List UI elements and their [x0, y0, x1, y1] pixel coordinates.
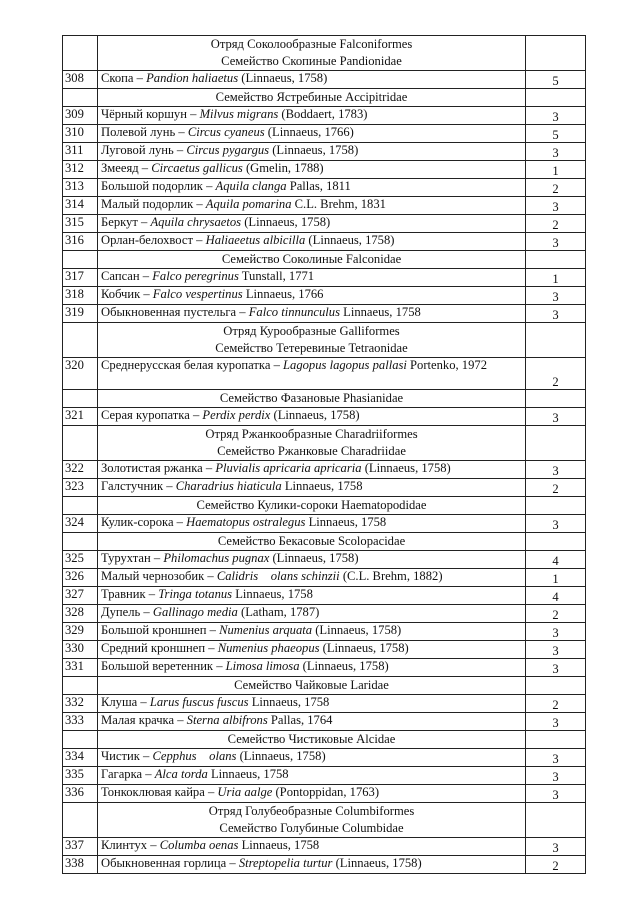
status-category: 5 [526, 125, 586, 143]
common-name: Золотистая ржанка – [101, 461, 216, 475]
latin-name: Falco peregrinus [152, 269, 239, 283]
species-number: 334 [63, 749, 98, 767]
status-category: 3 [526, 461, 586, 479]
latin-name: Tringa totanus [158, 587, 233, 601]
number-cell-empty [63, 731, 98, 749]
common-name: Обыкновенная пустельга – [101, 305, 249, 319]
latin-name: Pandion haliaetus [146, 71, 239, 85]
number-cell-empty [63, 36, 98, 71]
taxon-header-row [63, 426, 586, 461]
author-year: Linnaeus, 1758 [305, 515, 387, 529]
common-name: Скопа – [101, 71, 147, 85]
species-name-cell [98, 515, 526, 533]
value-cell-empty [526, 390, 586, 408]
taxon-header-line: Семейство Ржанковые Charadriidae [217, 444, 406, 458]
common-name: Серая куропатка – [101, 408, 203, 422]
species-name-cell [98, 641, 526, 659]
species-number: 332 [63, 695, 98, 713]
common-name: Чёрный коршун – [101, 107, 200, 121]
species-name-cell [98, 479, 526, 497]
latin-name: Falco tinnunculus [248, 305, 340, 319]
common-name: Большой веретенник – [101, 659, 226, 673]
author-year: (Latham, 1787) [237, 605, 320, 619]
species-name-cell [98, 269, 526, 287]
taxon-header-line: Семейство Ястребиные Accipitridae [215, 90, 408, 104]
author-year: (Linnaeus, 1758) [332, 856, 422, 870]
species-row [63, 551, 586, 569]
species-number: 313 [63, 179, 98, 197]
status-category: 2 [526, 856, 586, 874]
latin-name: Limosa limosa [225, 659, 300, 673]
common-name: Кулик-сорока – [101, 515, 187, 529]
latin-name: Aquila chrysaetos [150, 215, 242, 229]
taxon-header-row [63, 731, 586, 749]
latin-name: Calidris olans schinzii [216, 569, 340, 583]
latin-name: Aquila pomarina [205, 197, 292, 211]
taxon-header-row [63, 323, 586, 358]
status-category: 3 [526, 305, 586, 323]
species-number: 328 [63, 605, 98, 623]
species-row [63, 305, 586, 323]
species-number: 316 [63, 233, 98, 251]
latin-name: Columba oenas [159, 838, 239, 852]
species-name-cell [98, 461, 526, 479]
species-name-cell [98, 623, 526, 641]
species-name-cell [98, 767, 526, 785]
taxon-header-line: Отряд Голубеобразные Columbiformes [208, 804, 415, 818]
taxon-header-row [63, 677, 586, 695]
species-name-cell [98, 197, 526, 215]
author-year: (Linnaeus, 1758) [270, 408, 360, 422]
common-name: Малый чернозобик – [101, 569, 217, 583]
taxon-header [98, 803, 526, 838]
species-name-cell [98, 659, 526, 677]
status-category: 2 [526, 479, 586, 497]
taxon-header [98, 390, 526, 408]
value-cell-empty [526, 89, 586, 107]
status-category: 1 [526, 161, 586, 179]
taxon-header-row [63, 36, 586, 71]
species-number: 324 [63, 515, 98, 533]
taxon-header-line: Семейство Кулики-сороки Haematopodidae [196, 498, 427, 512]
latin-name: Uria aalge [217, 785, 273, 799]
author-year: (Pontoppidan, 1763) [272, 785, 380, 799]
species-name-cell [98, 838, 526, 856]
latin-name: Pluvialis apricaria apricaria [215, 461, 362, 475]
species-name-cell [98, 785, 526, 803]
latin-name: Sterna albifrons [186, 713, 268, 727]
species-number: 329 [63, 623, 98, 641]
species-name-cell [98, 287, 526, 305]
number-cell-empty [63, 390, 98, 408]
taxon-header [98, 323, 526, 358]
common-name: Галстучник – [101, 479, 176, 493]
species-name-cell [98, 605, 526, 623]
common-name: Дупель – [101, 605, 153, 619]
species-name-cell [98, 856, 526, 874]
author-year: (Linnaeus, 1758) [319, 641, 409, 655]
status-category: 3 [526, 107, 586, 125]
common-name: Малая крачка – [101, 713, 187, 727]
author-year: (Boddaert, 1783) [278, 107, 368, 121]
species-number: 336 [63, 785, 98, 803]
species-row [63, 125, 586, 143]
latin-name: Lagopus lagopus pallasi [283, 358, 407, 372]
species-row [63, 767, 586, 785]
taxon-header [98, 497, 526, 515]
author-year: Linnaeus, 1758 [281, 479, 363, 493]
status-category: 1 [526, 269, 586, 287]
number-cell-empty [63, 323, 98, 358]
common-name: Среднерусская белая куропатка – [101, 358, 284, 372]
taxon-header-line: Семейство Тетеревиные Tetraonidae [215, 341, 408, 355]
species-row [63, 358, 586, 390]
species-row [63, 197, 586, 215]
species-row [63, 408, 586, 426]
species-number: 321 [63, 408, 98, 426]
author-year: (Linnaeus, 1758) [238, 71, 328, 85]
taxon-header-line: Семейство Чистиковые Alcidae [227, 732, 396, 746]
author-year: (Linnaeus, 1758) [269, 143, 359, 157]
species-number: 311 [63, 143, 98, 161]
species-number: 312 [63, 161, 98, 179]
common-name: Кобчик – [101, 287, 153, 301]
number-cell-empty [63, 803, 98, 838]
species-name-cell [98, 305, 526, 323]
author-year: Linnaeus, 1766 [242, 287, 324, 301]
number-cell-empty [63, 251, 98, 269]
species-row [63, 659, 586, 677]
author-year: Pallas, 1764 [267, 713, 333, 727]
species-number: 335 [63, 767, 98, 785]
status-category: 2 [526, 605, 586, 623]
species-name-cell [98, 551, 526, 569]
value-cell-empty [526, 36, 586, 71]
common-name: Беркут – [101, 215, 151, 229]
taxon-header-line: Семейство Соколиные Falconidae [221, 252, 402, 266]
status-category: 3 [526, 838, 586, 856]
species-number: 325 [63, 551, 98, 569]
species-number: 323 [63, 479, 98, 497]
species-row [63, 287, 586, 305]
taxon-header-row [63, 251, 586, 269]
species-row [63, 695, 586, 713]
species-row [63, 623, 586, 641]
author-year: (Linnaeus, 1758) [236, 749, 326, 763]
latin-name: Cepphus olans [152, 749, 237, 763]
species-number: 319 [63, 305, 98, 323]
author-year: Portenko, 1972 [406, 358, 487, 372]
status-category: 3 [526, 233, 586, 251]
author-year: C.L. Brehm, 1831 [291, 197, 386, 211]
status-category: 4 [526, 587, 586, 605]
author-year: Linnaeus, 1758 [232, 587, 313, 601]
species-row [63, 269, 586, 287]
status-category: 3 [526, 641, 586, 659]
latin-name: Perdix perdix [202, 408, 271, 422]
status-category: 3 [526, 767, 586, 785]
species-row [63, 838, 586, 856]
latin-name: Haliaeetus albicilla [205, 233, 306, 247]
species-number: 309 [63, 107, 98, 125]
species-row [63, 143, 586, 161]
taxon-header-row [63, 533, 586, 551]
species-name-cell [98, 233, 526, 251]
species-name-cell [98, 179, 526, 197]
value-cell-empty [526, 803, 586, 838]
latin-name: Charadrius hiaticula [175, 479, 282, 493]
number-cell-empty [63, 533, 98, 551]
taxon-header-line: Отряд Соколообразные Falconiformes [210, 37, 413, 51]
species-row [63, 479, 586, 497]
taxon-header [98, 89, 526, 107]
species-row [63, 179, 586, 197]
author-year: (Linnaeus, 1758) [312, 623, 402, 637]
species-number: 330 [63, 641, 98, 659]
species-name-cell [98, 358, 526, 390]
taxon-header [98, 36, 526, 71]
status-category: 1 [526, 569, 586, 587]
species-name-cell [98, 107, 526, 125]
species-number: 331 [63, 659, 98, 677]
status-category: 3 [526, 143, 586, 161]
common-name: Орлан-белохвост – [101, 233, 206, 247]
common-name: Турухтан – [101, 551, 164, 565]
species-number: 318 [63, 287, 98, 305]
status-category: 3 [526, 713, 586, 731]
species-name-cell [98, 749, 526, 767]
value-cell-empty [526, 497, 586, 515]
taxon-header-line: Отряд Курообразные Galliformes [223, 324, 400, 338]
author-year: (Linnaeus, 1758) [299, 659, 389, 673]
species-name-cell [98, 71, 526, 89]
species-number: 310 [63, 125, 98, 143]
status-category: 3 [526, 785, 586, 803]
species-row [63, 461, 586, 479]
status-category: 3 [526, 749, 586, 767]
taxon-header [98, 426, 526, 461]
species-number: 320 [63, 358, 98, 390]
number-cell-empty [63, 89, 98, 107]
status-category: 3 [526, 197, 586, 215]
author-year: (Linnaeus, 1758) [241, 215, 331, 229]
species-number: 337 [63, 838, 98, 856]
author-year: Linnaeus, 1758 [238, 838, 320, 852]
value-cell-empty [526, 251, 586, 269]
status-category: 2 [526, 179, 586, 197]
status-category: 2 [526, 215, 586, 233]
latin-name: Circus cyaneus [187, 125, 265, 139]
species-name-cell [98, 695, 526, 713]
author-year: Linnaeus, 1758 [207, 767, 289, 781]
author-year: (C.L. Brehm, 1882) [339, 569, 443, 583]
author-year: Linnaeus, 1758 [248, 695, 330, 709]
species-row [63, 641, 586, 659]
species-row [63, 785, 586, 803]
species-name-cell [98, 161, 526, 179]
author-year: (Linnaeus, 1766) [264, 125, 354, 139]
value-cell-empty [526, 677, 586, 695]
author-year: (Linnaeus, 1758) [361, 461, 451, 475]
status-category: 3 [526, 659, 586, 677]
common-name: Сапсан – [101, 269, 153, 283]
latin-name: Larus fuscus fuscus [149, 695, 249, 709]
taxon-header [98, 677, 526, 695]
common-name: Большой кроншнеп – [101, 623, 220, 637]
species-number: 317 [63, 269, 98, 287]
species-row [63, 161, 586, 179]
species-name-cell [98, 587, 526, 605]
common-name: Травник – [101, 587, 159, 601]
number-cell-empty [63, 497, 98, 515]
species-row [63, 215, 586, 233]
species-row [63, 569, 586, 587]
common-name: Малый подорлик – [101, 197, 206, 211]
common-name: Клинтух – [101, 838, 160, 852]
common-name: Полевой лунь – [101, 125, 188, 139]
species-row [63, 233, 586, 251]
status-category: 2 [526, 358, 586, 390]
species-number: 315 [63, 215, 98, 233]
status-category: 3 [526, 287, 586, 305]
species-number: 308 [63, 71, 98, 89]
species-name-cell [98, 569, 526, 587]
species-number: 322 [63, 461, 98, 479]
species-table [62, 35, 586, 874]
status-category: 3 [526, 408, 586, 426]
species-number: 333 [63, 713, 98, 731]
author-year: (Gmelin, 1788) [242, 161, 324, 175]
species-row [63, 71, 586, 89]
species-row [63, 515, 586, 533]
taxon-header-line: Семейство Фазановые Phasianidae [219, 391, 404, 405]
latin-name: Alca torda [154, 767, 208, 781]
latin-name: Circaetus gallicus [151, 161, 243, 175]
latin-name: Streptopelia turtur [238, 856, 333, 870]
species-row [63, 713, 586, 731]
common-name: Клуша – [101, 695, 150, 709]
species-name-cell [98, 125, 526, 143]
species-name-cell [98, 215, 526, 233]
species-name-cell [98, 408, 526, 426]
latin-name: Numenius arquata [219, 623, 313, 637]
taxon-header [98, 251, 526, 269]
latin-name: Aquila clanga [215, 179, 287, 193]
common-name: Луговой лунь – [101, 143, 187, 157]
latin-name: Milvus migrans [199, 107, 279, 121]
taxon-header-line: Семейство Бекасовые Scolopacidae [217, 534, 406, 548]
author-year: (Linnaeus, 1758) [305, 233, 395, 247]
common-name: Тонкоклювая кайра – [101, 785, 218, 799]
latin-name: Haematopus ostralegus [186, 515, 306, 529]
status-category: 5 [526, 71, 586, 89]
author-year: Tunstall, 1771 [238, 269, 315, 283]
species-row [63, 749, 586, 767]
common-name: Змееяд – [101, 161, 152, 175]
taxon-header-line: Семейство Скопиные Pandionidae [221, 54, 402, 68]
number-cell-empty [63, 677, 98, 695]
status-category: 3 [526, 515, 586, 533]
latin-name: Falco vespertinus [152, 287, 243, 301]
latin-name: Philomachus pugnax [163, 551, 270, 565]
taxon-header-row [63, 89, 586, 107]
species-number: 326 [63, 569, 98, 587]
value-cell-empty [526, 426, 586, 461]
taxon-header [98, 533, 526, 551]
species-name-cell [98, 713, 526, 731]
species-row [63, 587, 586, 605]
author-year: (Linnaeus, 1758) [269, 551, 359, 565]
species-number: 338 [63, 856, 98, 874]
latin-name: Gallinago media [152, 605, 238, 619]
common-name: Средний кроншнеп – [101, 641, 218, 655]
taxon-header-line: Семейство Голубиные Columbidae [219, 821, 404, 835]
latin-name: Circus pygargus [186, 143, 270, 157]
common-name: Обыкновенная горлица – [101, 856, 239, 870]
taxon-header [98, 731, 526, 749]
latin-name: Numenius phaeopus [217, 641, 320, 655]
value-cell-empty [526, 731, 586, 749]
status-category: 3 [526, 623, 586, 641]
species-name-cell [98, 143, 526, 161]
value-cell-empty [526, 533, 586, 551]
status-category: 4 [526, 551, 586, 569]
taxon-header-row [63, 390, 586, 408]
author-year: Linnaeus, 1758 [340, 305, 421, 319]
common-name: Гагарка – [101, 767, 155, 781]
species-row [63, 107, 586, 125]
value-cell-empty [526, 323, 586, 358]
taxon-header-row [63, 803, 586, 838]
species-row [63, 605, 586, 623]
species-number: 314 [63, 197, 98, 215]
author-year: Pallas, 1811 [286, 179, 351, 193]
common-name: Чистик – [101, 749, 153, 763]
species-row [63, 856, 586, 874]
species-number: 327 [63, 587, 98, 605]
taxon-header-row [63, 497, 586, 515]
taxon-header-line: Отряд Ржанкообразные Charadriiformes [205, 427, 418, 441]
status-category: 2 [526, 695, 586, 713]
species-table-body [63, 36, 586, 874]
common-name: Большой подорлик – [101, 179, 216, 193]
taxon-header-line: Семейство Чайковые Laridae [234, 678, 389, 692]
number-cell-empty [63, 426, 98, 461]
